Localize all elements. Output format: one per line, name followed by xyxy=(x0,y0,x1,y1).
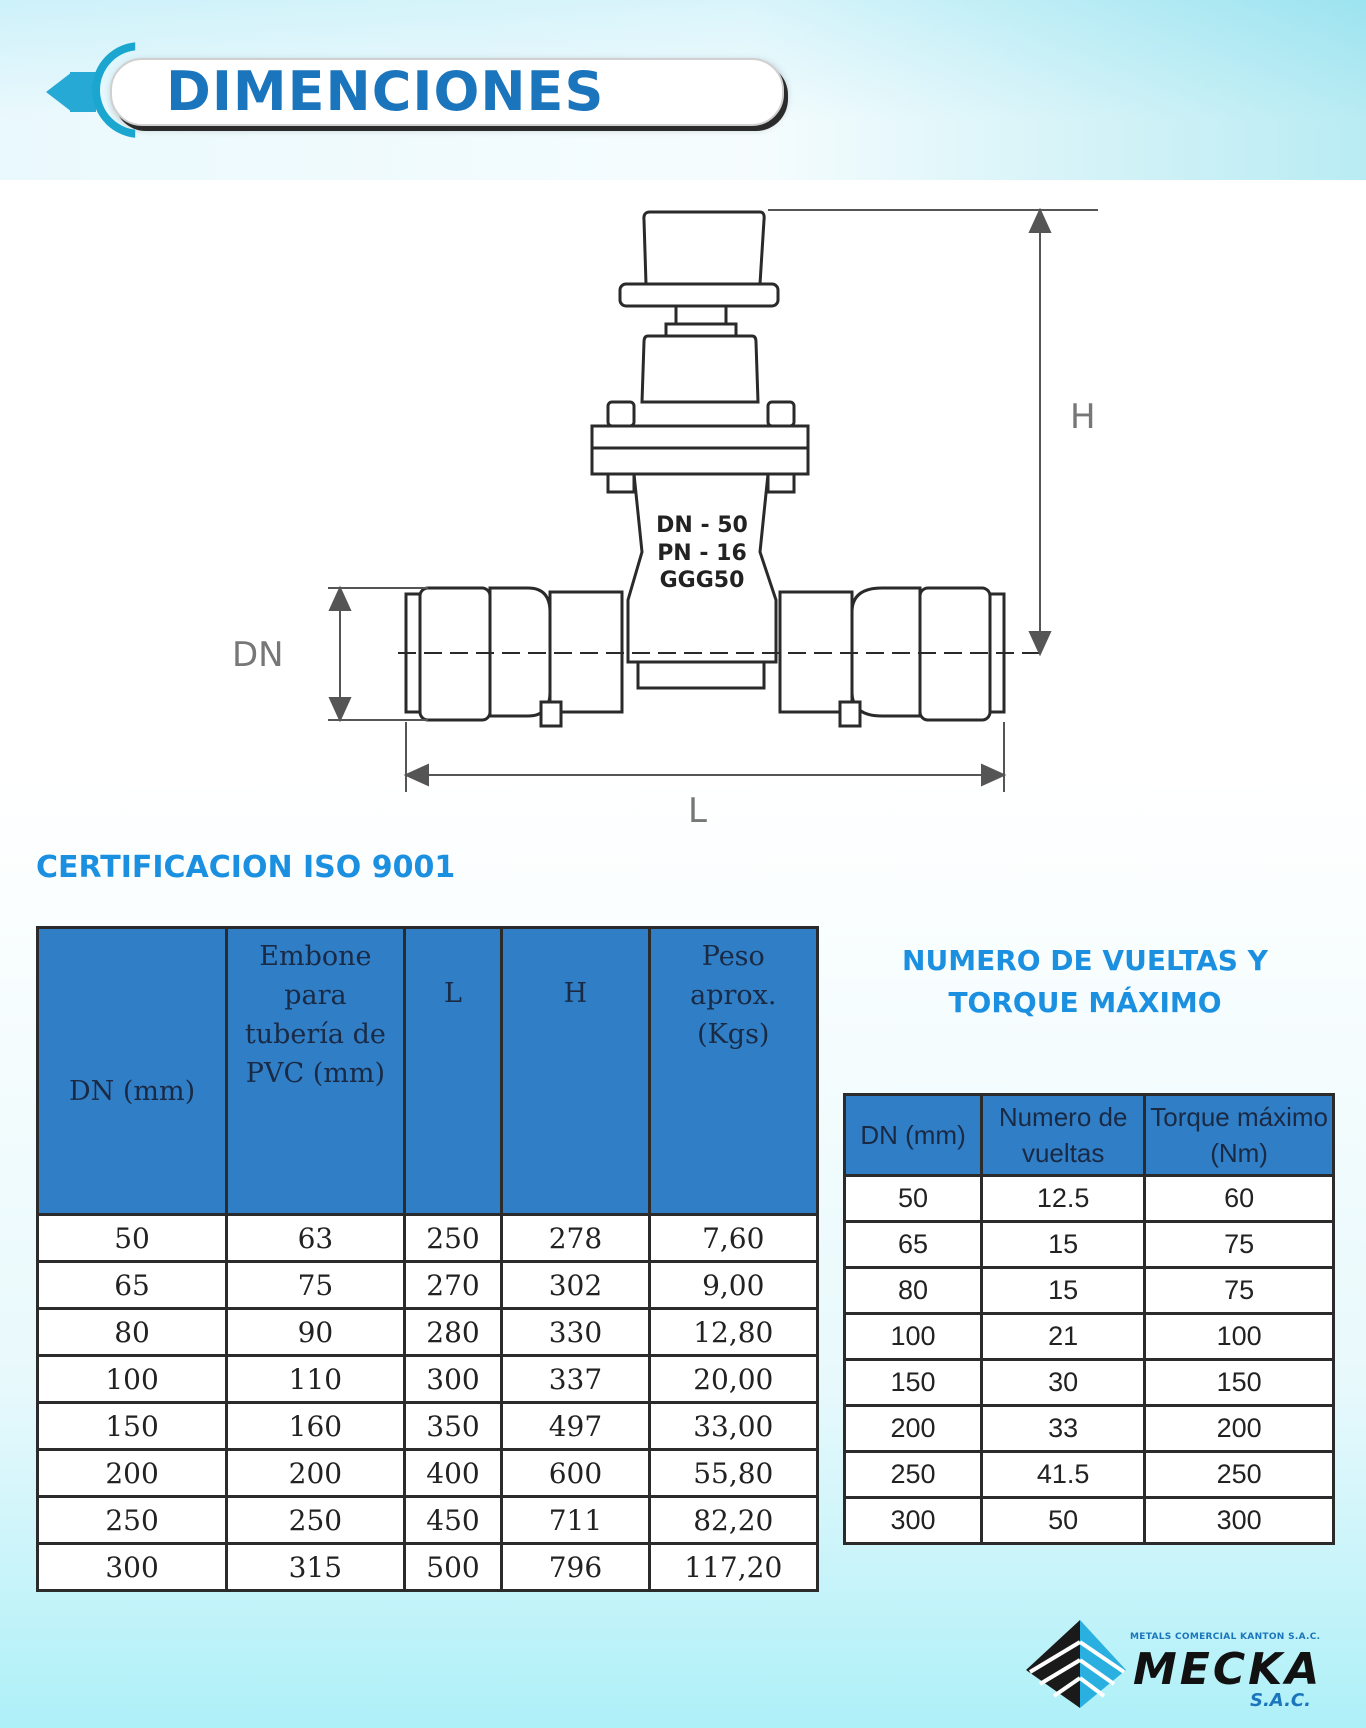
table-row xyxy=(845,1360,1334,1406)
logo-company-name: METALS COMERCIAL KANTON S.A.C. xyxy=(1130,1632,1321,1642)
table-cell: 12,80 xyxy=(649,1309,817,1356)
table-cell: 280 xyxy=(404,1309,502,1356)
table-cell: 200 xyxy=(227,1450,405,1497)
table-cell: 75 xyxy=(227,1262,405,1309)
table-cell: 300 xyxy=(1145,1498,1334,1544)
table-cell: 33,00 xyxy=(649,1403,817,1450)
table-cell: 150 xyxy=(845,1360,982,1406)
table-row xyxy=(845,1268,1334,1314)
table-cell: 315 xyxy=(227,1544,405,1591)
column-header-dn: DN (mm) xyxy=(38,928,227,1215)
column-header-embone: Embone para tubería de PVC (mm) xyxy=(227,928,405,1215)
table-cell: 75 xyxy=(1145,1268,1334,1314)
table-cell: 75 xyxy=(1145,1222,1334,1268)
table-cell: 160 xyxy=(227,1403,405,1450)
table-row xyxy=(38,1403,818,1450)
table-cell: 110 xyxy=(227,1356,405,1403)
table-cell: 15 xyxy=(982,1222,1145,1268)
table-cell: 330 xyxy=(502,1309,649,1356)
table-cell: 100 xyxy=(38,1356,227,1403)
table-cell: 300 xyxy=(38,1544,227,1591)
table-cell: 30 xyxy=(982,1360,1145,1406)
table-cell: 600 xyxy=(502,1450,649,1497)
table-cell: 250 xyxy=(845,1452,982,1498)
table-cell: 450 xyxy=(404,1497,502,1544)
table-cell: 200 xyxy=(1145,1406,1334,1452)
table-cell: 497 xyxy=(502,1403,649,1450)
table-cell: 337 xyxy=(502,1356,649,1403)
table-cell: 80 xyxy=(845,1268,982,1314)
table-cell: 302 xyxy=(502,1262,649,1309)
table-cell: 21 xyxy=(982,1314,1145,1360)
table-cell: 500 xyxy=(404,1544,502,1591)
valve-label-material: GGG50 xyxy=(659,568,745,593)
column-header-torque: Torque máximo (Nm) xyxy=(1145,1095,1334,1176)
torque-heading-line1: NUMERO DE VUELTAS Y xyxy=(902,944,1268,977)
page-title: DIMENCIONES xyxy=(166,60,605,123)
logo-suffix: S.A.C. xyxy=(1250,1690,1311,1711)
table-cell: 41.5 xyxy=(982,1452,1145,1498)
table-row xyxy=(38,1450,818,1497)
table-cell: 100 xyxy=(1145,1314,1334,1360)
table-row xyxy=(845,1314,1334,1360)
table-cell: 250 xyxy=(38,1497,227,1544)
table-cell: 150 xyxy=(1145,1360,1334,1406)
table-cell: 796 xyxy=(502,1544,649,1591)
table-cell: 20,00 xyxy=(649,1356,817,1403)
dimension-dn-label: DN xyxy=(232,635,284,675)
valve-diagram xyxy=(228,192,1128,832)
table-row xyxy=(845,1176,1334,1222)
table-cell: 400 xyxy=(404,1450,502,1497)
table-cell: 270 xyxy=(404,1262,502,1309)
valve-label-dn: DN - 50 xyxy=(656,513,748,538)
table-cell: 82,20 xyxy=(649,1497,817,1544)
table-cell: 250 xyxy=(404,1215,502,1262)
table-cell: 250 xyxy=(227,1497,405,1544)
table-cell: 150 xyxy=(38,1403,227,1450)
dimension-h-label: H xyxy=(1070,397,1096,437)
table-cell: 63 xyxy=(227,1215,405,1262)
table-row xyxy=(38,1215,818,1262)
table-row xyxy=(845,1406,1334,1452)
table-row xyxy=(845,1498,1334,1544)
table-row xyxy=(845,1452,1334,1498)
table-cell: 300 xyxy=(845,1498,982,1544)
table-header-row xyxy=(845,1095,1334,1176)
table-row xyxy=(845,1222,1334,1268)
column-header-l: L xyxy=(404,928,502,1215)
valve-label-pn: PN - 16 xyxy=(657,541,747,566)
torque-heading-line2: TORQUE MÁXIMO xyxy=(948,986,1222,1019)
table-cell: 711 xyxy=(502,1497,649,1544)
table-cell: 300 xyxy=(404,1356,502,1403)
table-cell: 12.5 xyxy=(982,1176,1145,1222)
table-cell: 80 xyxy=(38,1309,227,1356)
table-row xyxy=(38,1309,818,1356)
table-cell: 50 xyxy=(982,1498,1145,1544)
table-cell: 65 xyxy=(845,1222,982,1268)
column-header-h: H xyxy=(502,928,649,1215)
table-cell: 100 xyxy=(845,1314,982,1360)
torque-table xyxy=(843,1093,1335,1545)
certification-heading: CERTIFICACION ISO 9001 xyxy=(36,850,456,885)
column-header-dn: DN (mm) xyxy=(845,1095,982,1176)
table-row xyxy=(38,1356,818,1403)
table-row xyxy=(38,1544,818,1591)
table-cell: 15 xyxy=(982,1268,1145,1314)
table-cell: 33 xyxy=(982,1406,1145,1452)
torque-heading xyxy=(860,940,1310,1024)
table-cell: 65 xyxy=(38,1262,227,1309)
column-header-vueltas: Numero de vueltas xyxy=(982,1095,1145,1176)
table-cell: 278 xyxy=(502,1215,649,1262)
table-row xyxy=(38,1497,818,1544)
dimensions-table xyxy=(36,926,819,1592)
table-cell: 50 xyxy=(845,1176,982,1222)
table-cell: 200 xyxy=(845,1406,982,1452)
table-cell: 90 xyxy=(227,1309,405,1356)
table-cell: 60 xyxy=(1145,1176,1334,1222)
logo-brand-name: MECKA xyxy=(1133,1644,1323,1695)
table-cell: 50 xyxy=(38,1215,227,1262)
table-cell: 350 xyxy=(404,1403,502,1450)
table-cell: 7,60 xyxy=(649,1215,817,1262)
table-row xyxy=(38,1262,818,1309)
table-cell: 55,80 xyxy=(649,1450,817,1497)
table-cell: 9,00 xyxy=(649,1262,817,1309)
table-cell: 200 xyxy=(38,1450,227,1497)
table-cell: 250 xyxy=(1145,1452,1334,1498)
dimension-l-label: L xyxy=(688,791,707,831)
table-header-row xyxy=(38,928,818,1215)
table-cell: 117,20 xyxy=(649,1544,817,1591)
column-header-peso: Peso aprox. (Kgs) xyxy=(649,928,817,1215)
